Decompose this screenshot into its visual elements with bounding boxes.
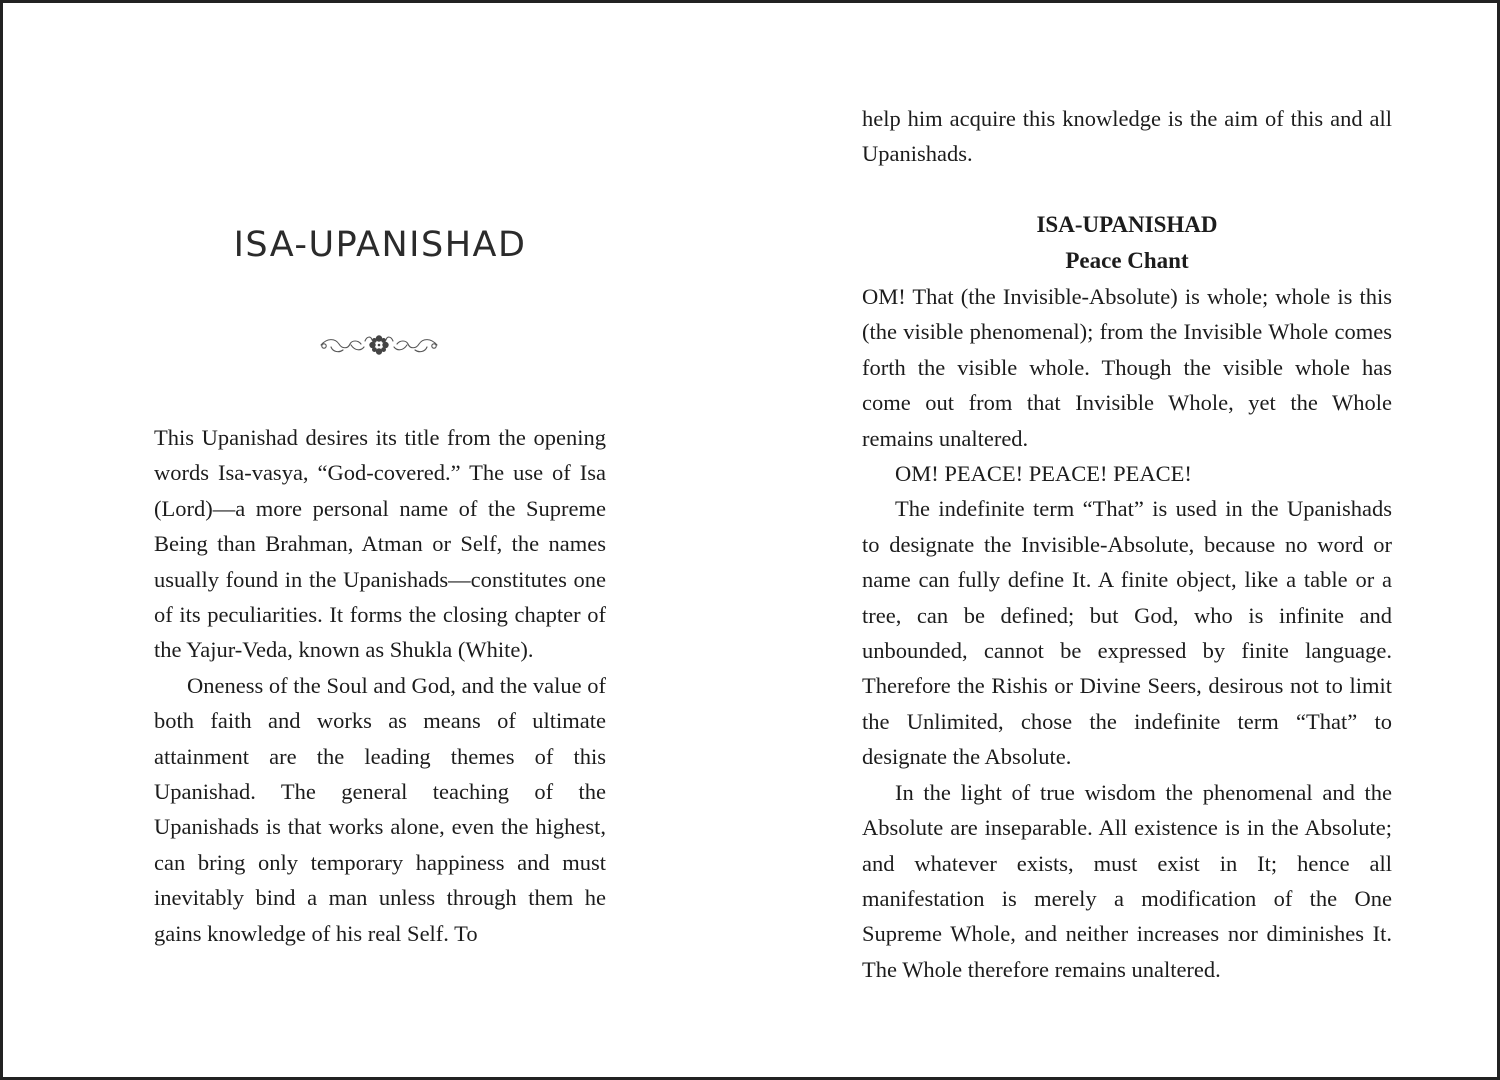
- paragraph: Oneness of the Soul and God, and the value of both faith and works as means of ultimate attainment are the leading themes of this Upanishad. The general teaching of the Upanishads is that works alone, even the highest, can bring only temporary happiness and must inevitably bind a man unless through them he gains knowledge of his real Self. To: [154, 672, 606, 946]
- section-subtitle: Peace Chant: [1065, 248, 1189, 273]
- paragraph: In the light of true wisdom the phenomenal and the Absolute are inseparable. All existence is in the Absolute; and whatever exists, must exist in It; hence all manifestation is merely a modification of the One Supreme Whole, and neither increases nor diminishes It. The Whole therefore remains unaltered.: [862, 779, 1392, 982]
- peace-chant-text: OM! That (the Invisible-Absolute) is whole; whole is this (the visible phenomenal); from the Invisible Whole comes forth the visible whole. Though the visible whole has come out from that Invisible Whole, yet the Whole remains unaltered.: [862, 284, 1392, 451]
- right-body-text: [862, 279, 1392, 987]
- paragraph: The indefinite term “That” is used in the Upanishads to designate the Invisible-Absolute, because no word or name can fully define It. A finite object, like a table or a tree, can be defined; but God, who is infinite and unbounded, cannot be expressed by finite language. Therefore the Rishis or Divine Seers, desirous not to limit the Unlimited, chose the indefinite term “That” to designate the Absolute.: [862, 496, 1392, 770]
- peace-line: OM! PEACE! PEACE! PEACE!: [895, 461, 1192, 487]
- chapter-title: ISA-UPANISHAD: [233, 225, 527, 265]
- paragraph-continuation: help him acquire this knowledge is the aim of this and all Upanishads.: [862, 106, 1392, 167]
- left-page: [154, 3, 606, 1077]
- paragraph: This Upanishad desires its title from the opening words Isa-vasya, “God-covered.” The use of Isa (Lord)—a more personal name of the Supreme Being than Brahman, Atman or Self, the names usually found in the Upanishads—constitutes one of its peculiarities. It forms the closing chapter of the Yajur-Veda, known as Shukla (White).: [154, 425, 606, 663]
- section-title: ISA-UPANISHAD: [1036, 212, 1218, 237]
- section-heading: [862, 207, 1392, 279]
- left-body-text: [154, 420, 606, 951]
- right-page: [862, 3, 1392, 1077]
- continued-text: [862, 101, 1392, 172]
- floral-scroll-ornament-icon: [317, 329, 441, 361]
